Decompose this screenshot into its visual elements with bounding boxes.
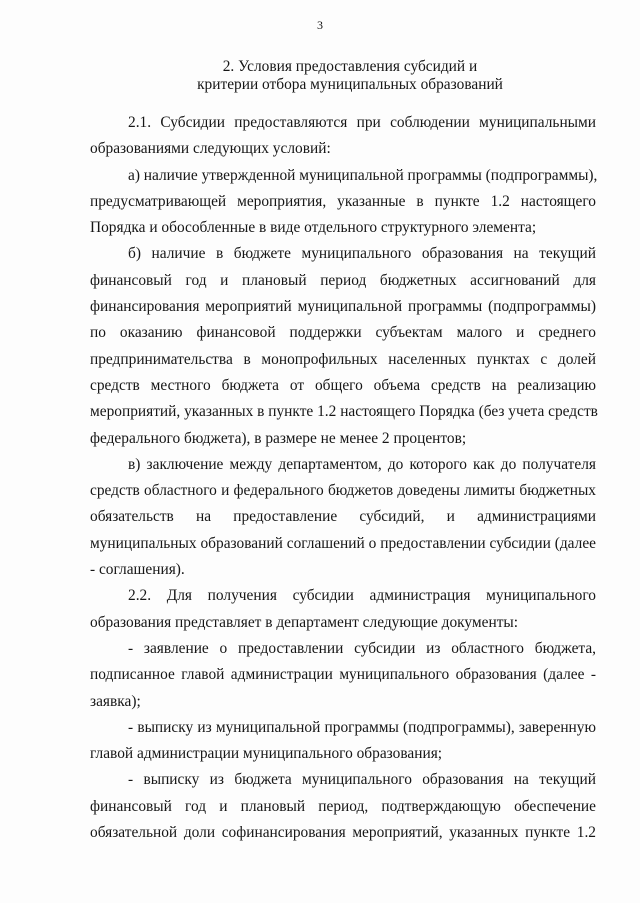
text-line: 2.2. Для получения субсидии администрация муниципального <box>128 587 596 605</box>
text-line: подписанное главой администрации муниципального образования (далее - <box>90 666 596 684</box>
text-line: федерального бюджета), в размере не менее 2 процентов; <box>90 429 467 447</box>
text-line: - заявление о предоставлении субсидии из областного бюджета, <box>128 639 596 657</box>
paragraph-p-b <box>90 241 596 451</box>
text-line: предусматривающей мероприятия, указанные в пункте 1.2 настоящего <box>90 192 596 210</box>
paragraph-p-doc-1 <box>90 636 596 715</box>
text-line: - выписку из бюджета муниципального образования на текущий <box>128 771 596 789</box>
text-line: мероприятий, указанных в пункте 1.2 настоящего Порядка (без учета средств <box>90 403 598 421</box>
paragraph-p-v <box>90 452 596 583</box>
text-line: главой администрации муниципального образования; <box>90 745 443 763</box>
text-line: а) наличие утвержденной муниципальной программы (подпрограммы), <box>128 166 598 184</box>
text-line: образования представляет в департамент следующие документы: <box>90 613 519 631</box>
text-line: финансовый год и плановый период бюджетных ассигнований для <box>90 271 596 289</box>
text-line: муниципальных образований соглашений о предоставлении субсидии (далее <box>90 534 596 552</box>
page-number: 3 <box>317 18 323 32</box>
text-line: образованиями следующих условий: <box>90 140 331 158</box>
text-line: в) заключение между департаментом, до которого как до получателя <box>128 455 596 473</box>
paragraph-p-doc-2 <box>90 715 596 768</box>
paragraph-p-doc-3 <box>90 767 596 846</box>
section-heading-line-1: 2. Условия предоставления субсидий и <box>222 58 478 75</box>
text-line: средств местного бюджета от общего объема средств на реализацию <box>90 376 596 394</box>
paragraph-p-2-1 <box>90 110 596 163</box>
text-line: - выписку из муниципальной программы (подпрограммы), заверенную <box>128 718 596 736</box>
paragraph-p-a <box>90 163 596 242</box>
section-heading <box>90 58 610 94</box>
paragraph-p-2-2 <box>90 583 596 636</box>
text-line: финансовый год и плановый период, подтверждающую обеспечение <box>90 797 596 815</box>
text-line: 2.1. Субсидии предоставляются при соблюдении муниципальными <box>128 114 596 131</box>
text-line: обязательной доли софинансирования мероприятий, указанных пункте 1.2 <box>90 824 596 842</box>
text-line: финансирования мероприятий муниципальной программы (подпрограммы) <box>90 298 596 316</box>
text-line: - соглашения). <box>90 561 185 579</box>
text-line: по оказанию финансовой поддержки субъектам малого и среднего <box>90 324 596 342</box>
text-line: средств областного и федерального бюджетов доведены лимиты бюджетных <box>90 482 596 500</box>
text-line: предпринимательства в монопрофильных населенных пунктах с долей <box>90 350 596 368</box>
section-heading-line-2: критерии отбора муниципальных образований <box>197 76 503 93</box>
text-line: Порядка и обособленные в виде отдельного структурного элемента; <box>90 219 537 237</box>
body-text <box>90 110 596 846</box>
text-line: б) наличие в бюджете муниципального образования на текущий <box>128 245 596 263</box>
text-line: заявка); <box>90 692 141 710</box>
text-line: обязательств на предоставление субсидий, и администрациями <box>90 508 596 526</box>
